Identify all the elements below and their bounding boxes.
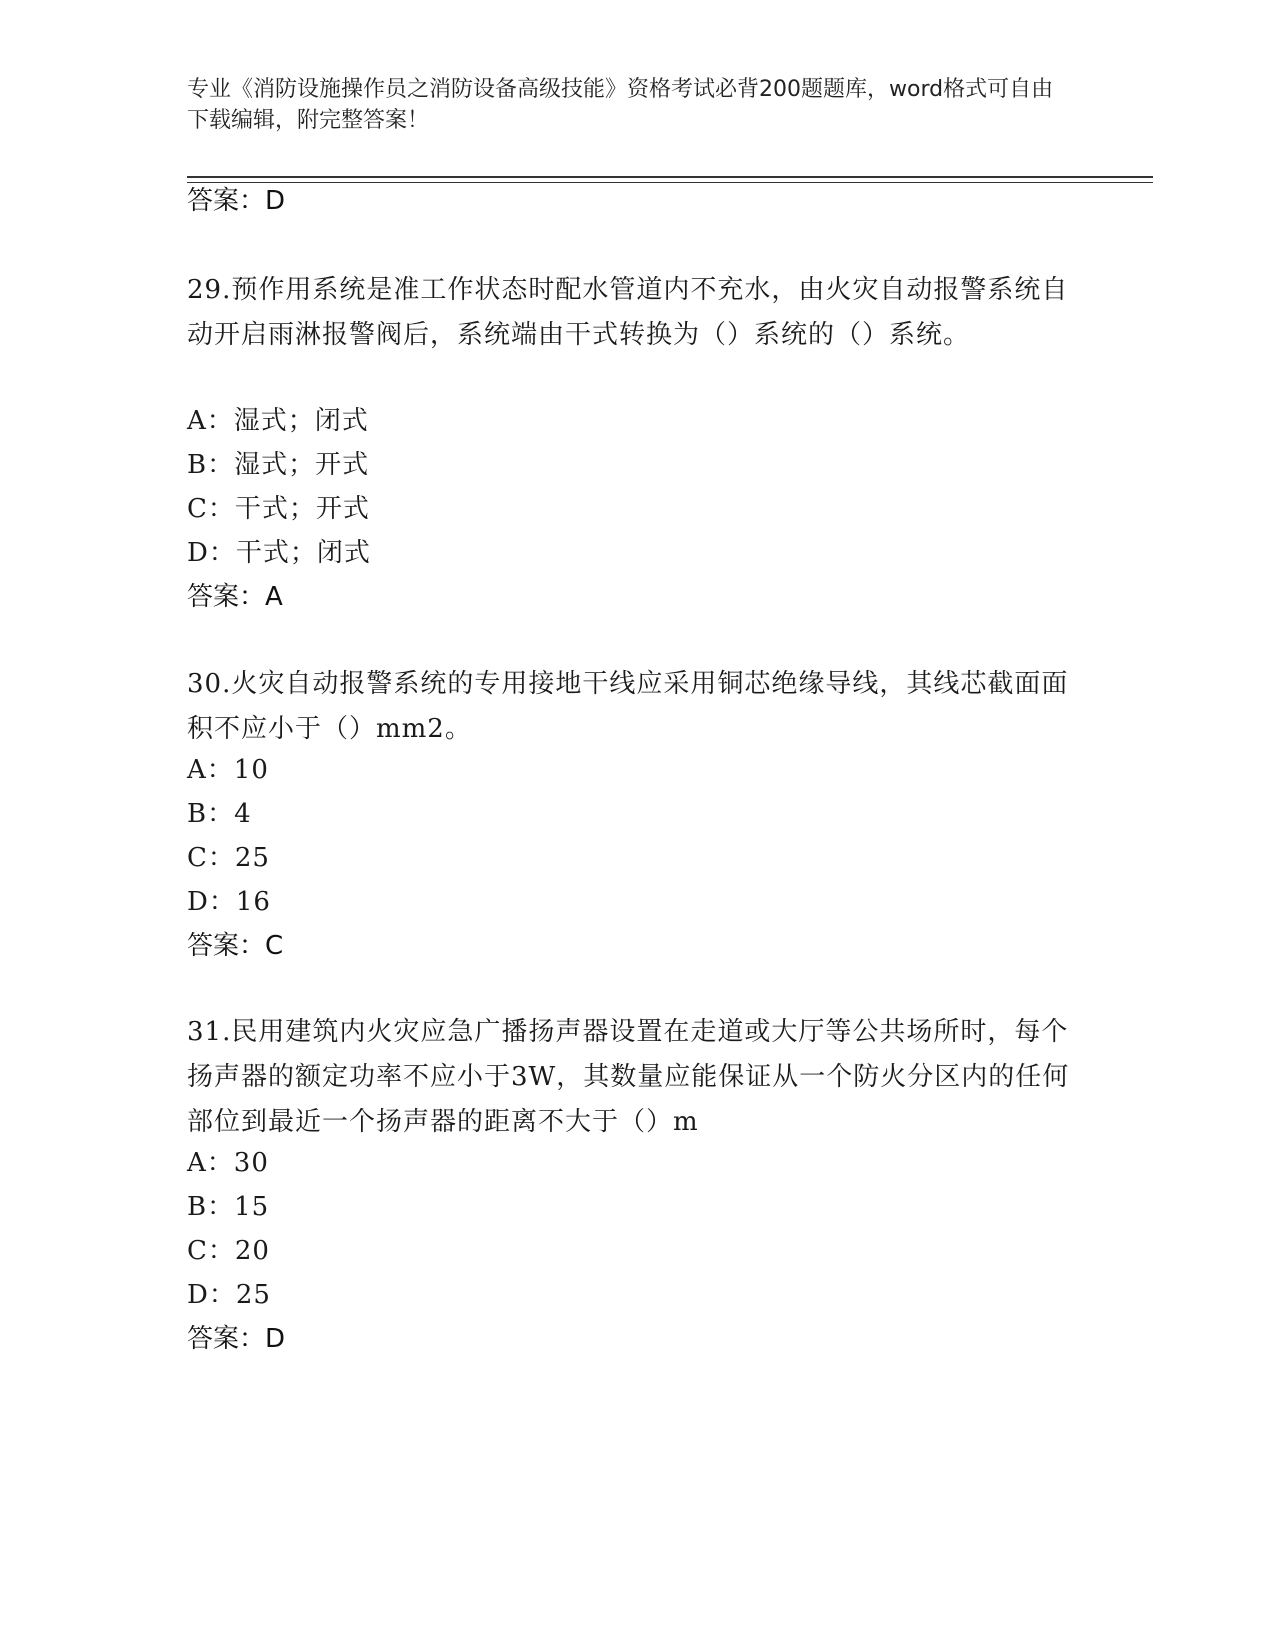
question-29-option-b: B：湿式；开式 xyxy=(187,450,370,480)
previous-answer: 答案：D xyxy=(187,186,286,216)
question-30-answer: 答案：C xyxy=(187,931,284,961)
question-31-option-a: A：30 xyxy=(187,1148,269,1178)
question-30-option-b: B：4 xyxy=(187,799,252,829)
question-31-answer: 答案：D xyxy=(187,1324,286,1354)
question-31-text: 31.民用建筑内火灾应急广播扬声器设置在走道或大厅等公共场所时，每个扬声器的额定功率不应小于3W，其数量应能保证从一个防火分区内的任何部位到最近一个扬声器的距离不大于（）m xyxy=(187,1017,1070,1137)
question-31-option-c: C：20 xyxy=(187,1236,270,1266)
question-29-text: 29.预作用系统是准工作状态时配水管道内不充水，由火灾自动报警系统自动开启雨淋报警阀后，系统端由干式转换为（）系统的（）系统。 xyxy=(187,275,1069,350)
question-29-option-d: D：干式；闭式 xyxy=(187,538,371,568)
question-30-text: 30.火灾自动报警系统的专用接地干线应采用铜芯绝缘导线，其线芯截面面积不应小于（）mm2。 xyxy=(187,669,1069,744)
question-29-option-a: A：湿式；闭式 xyxy=(187,406,369,436)
question-30-option-d: D：16 xyxy=(187,887,271,917)
question-29-option-c: C：干式；开式 xyxy=(187,494,370,524)
question-29-answer: 答案：A xyxy=(187,582,283,612)
header-divider-thin xyxy=(187,182,1153,183)
question-30-option-a: A：10 xyxy=(187,755,269,785)
question-30-option-c: C：25 xyxy=(187,843,270,873)
question-31-option-b: B：15 xyxy=(187,1192,270,1222)
page-header: 专业《消防设施操作员之消防设备高级技能》资格考试必背200题题库，word格式可自由下载编辑，附完整答案！ xyxy=(187,77,1054,133)
question-31-option-d: D：25 xyxy=(187,1280,271,1310)
header-divider xyxy=(187,176,1153,178)
